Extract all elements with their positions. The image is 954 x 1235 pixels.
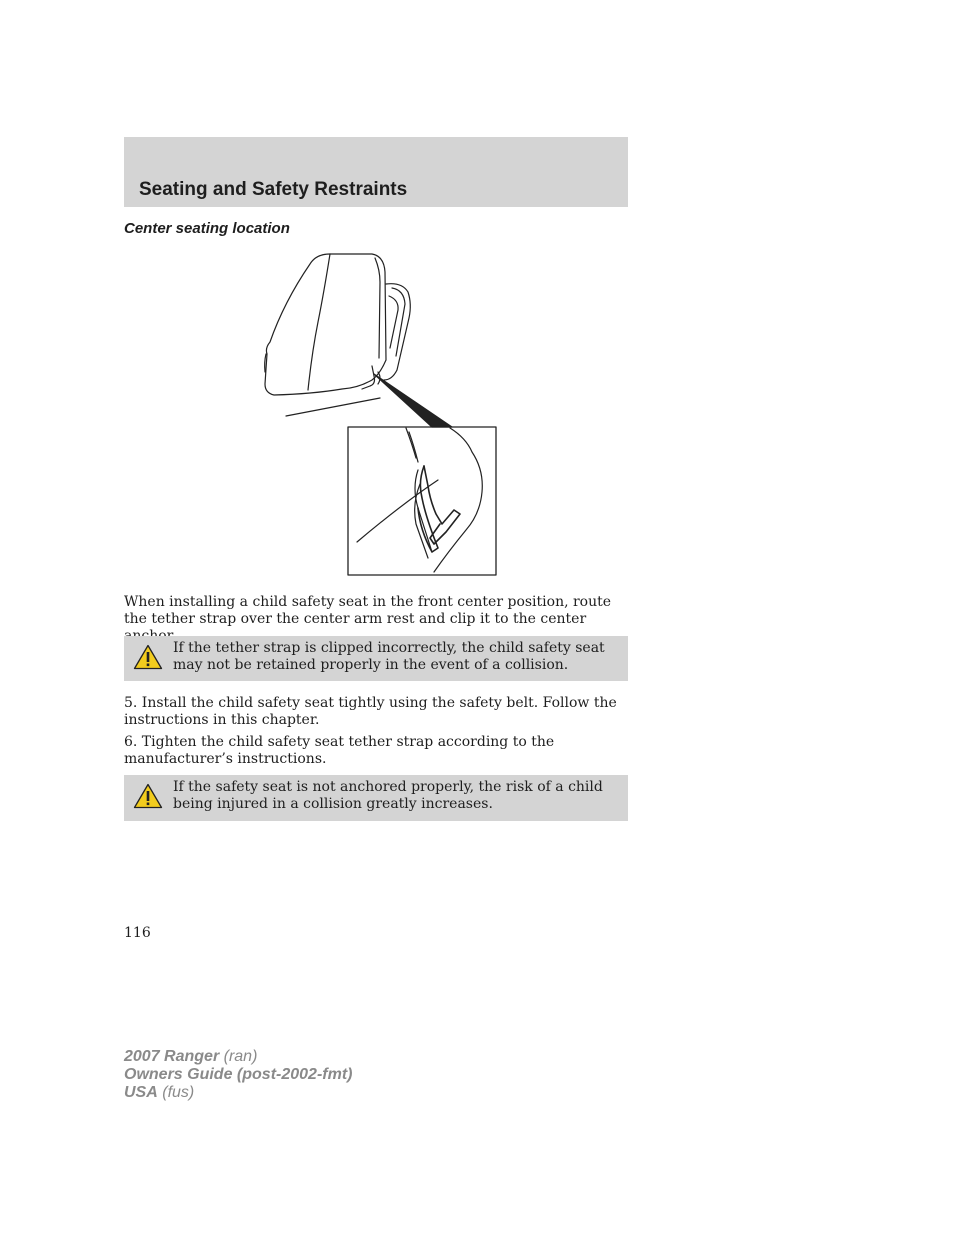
body-paragraph: When installing a child safety seat in the front center position, route the tether strap over the center arm rest and clip it to the center	[124, 594, 612, 627]
footer-line	[124, 1048, 352, 1066]
footer-model: 2007 Ranger	[124, 1048, 220, 1065]
warning-triangle-icon	[133, 783, 163, 809]
warning-text: If the safety seat is not anchored properly, the risk of a child being injured in a collision greatly increases.	[173, 779, 603, 812]
body-paragraph: 5. Install the child safety seat tightly using the safety belt. Follow the instructions in this chapter.	[124, 695, 617, 728]
footer-guide: Owners Guide (post-2002-fmt)	[124, 1066, 353, 1083]
footer-line	[124, 1084, 352, 1102]
center-seat-tether-illustration	[262, 252, 502, 578]
footer-model-code: (ran)	[223, 1048, 258, 1065]
warning-triangle-icon	[133, 644, 163, 670]
page-number: 116	[124, 925, 151, 941]
page-title: Seating and Safety Restraints	[139, 179, 408, 200]
body-paragraph: 6. Tighten the child safety seat tether strap according to the manufacturer’s instructions.	[124, 734, 555, 767]
document-footer	[124, 1048, 352, 1102]
warning-text: If the tether strap is clipped incorrectly, the child safety seat may not be retained properly in the event of a collision.	[173, 640, 605, 673]
footer-market-code: (fus)	[162, 1084, 195, 1101]
warning-box	[124, 636, 628, 681]
section-subheading: Center seating location	[124, 220, 290, 237]
footer-market: USA	[124, 1084, 158, 1101]
section-header-band	[124, 137, 628, 207]
footer-line	[124, 1066, 352, 1084]
warning-box	[124, 775, 628, 821]
